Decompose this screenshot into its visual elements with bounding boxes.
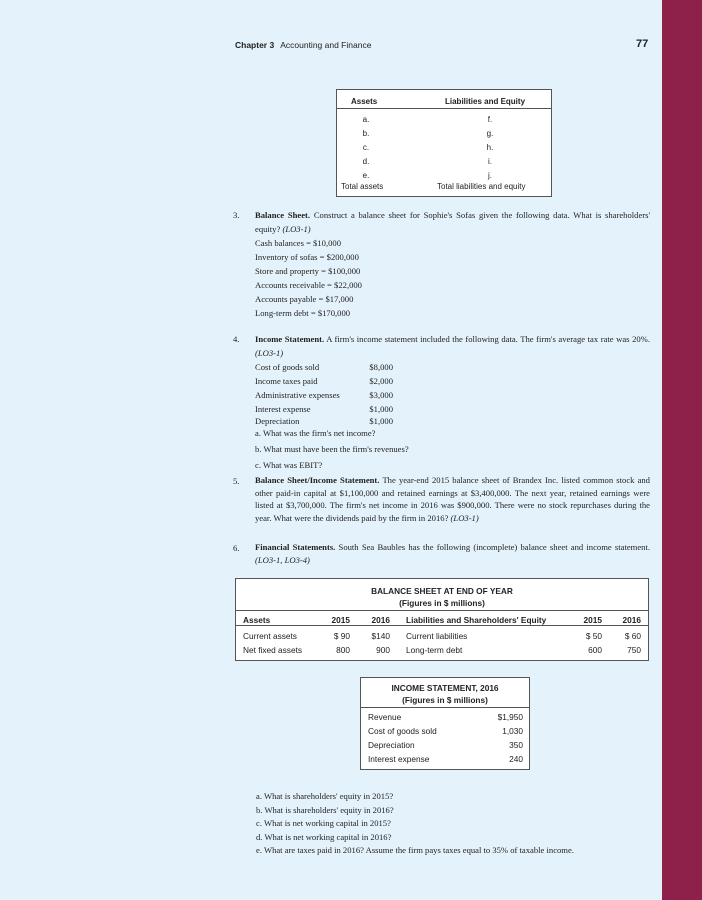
chapter-label: Chapter 3 (235, 40, 275, 50)
row-label: Interest expense (368, 754, 430, 764)
cell-value: $ 50 (585, 631, 602, 641)
data-line: Cash balances = $10,000 (255, 238, 341, 248)
balance-sheet-table (235, 578, 649, 661)
chapter-title: Accounting and Finance (280, 40, 372, 50)
data-value: $8,000 (369, 362, 393, 372)
learning-objective: (LO3-1) (450, 512, 479, 523)
liability-cell: i. (488, 157, 492, 166)
problem-text (255, 541, 650, 566)
question: e. What are taxes paid in 2016? Assume the firm pays taxes equal to 35% of taxable income. (256, 845, 574, 855)
header-rule (337, 108, 551, 109)
data-value: $1,000 (369, 416, 393, 426)
cell-value: 350 (509, 740, 523, 750)
total-assets-label: Total assets (341, 182, 384, 191)
row-label: Current liabilities (406, 631, 468, 641)
asset-cell: a. (362, 115, 370, 124)
data-line: Long-term debt = $170,000 (255, 308, 351, 318)
year-header: 2016 (371, 615, 390, 625)
problem-title: Balance Sheet. (255, 210, 311, 220)
assets-header: Assets (243, 615, 271, 625)
table-row (337, 143, 551, 155)
year-header: 2015 (583, 615, 602, 625)
assets-liabilities-table (336, 89, 552, 197)
row-label: Long-term debt (406, 645, 463, 655)
problem-text (255, 208, 650, 236)
table-row (337, 157, 551, 169)
data-line: Store and property = $100,000 (255, 266, 361, 276)
problem-text (255, 332, 650, 360)
liability-cell: h. (486, 143, 494, 152)
problem-text (255, 474, 650, 524)
title-rule (236, 610, 648, 611)
problem-5 (233, 474, 650, 524)
header-rule (236, 625, 648, 626)
total-liabilities-label: Total liabilities and equity (437, 182, 526, 191)
cell-value: 900 (376, 645, 390, 655)
asset-cell: e. (362, 171, 370, 180)
total-row (337, 182, 551, 194)
problem-body: Construct a balance sheet for Sophie's Sofas given the following data. What is shareholders' equity? (255, 210, 651, 234)
income-statement-table (360, 677, 530, 770)
cell-value: 600 (588, 645, 602, 655)
liability-cell: g. (486, 129, 494, 138)
problem-number: 3. (233, 210, 240, 220)
row-label: Net fixed assets (243, 645, 303, 655)
liabilities-header: Liabilities and Shareholders' Equity (406, 615, 547, 625)
running-header (235, 40, 371, 50)
table-row (337, 115, 551, 127)
cell-value: $ 60 (624, 631, 641, 641)
problem-title: Income Statement. (255, 334, 325, 344)
data-line (255, 360, 650, 374)
row-label: Revenue (368, 712, 402, 722)
data-label: Income taxes paid (255, 376, 318, 386)
question: a. What is shareholders' equity in 2015? (256, 791, 394, 801)
cell-value: 800 (336, 645, 350, 655)
liabilities-header: Liabilities and Equity (445, 97, 526, 106)
liability-cell: j. (488, 171, 492, 180)
question: c. What is net working capital in 2015? (256, 818, 391, 828)
data-value: $2,000 (369, 376, 393, 386)
problem-body: South Sea Baubles has the following (incomplete) balance sheet and income statement. (338, 542, 651, 552)
question: c. What was EBIT? (255, 460, 323, 470)
data-label: Depreciation (255, 416, 300, 426)
problem-3 (233, 208, 650, 320)
problem-body: The year-end 2015 balance sheet of Brandex Inc. listed common stock and other paid-in capital at $1,100,000 and retained earnings at $3,400,000. The next year, retained earnings were listed at $3,700,000. The firm's net income in 2016 was $900,000. There were no stock repurchases during the year. What were the dividends paid by the firm in 2016? (255, 475, 650, 523)
problem-body: A firm's income statement included the following data. The firm's average tax rate was 20%. (326, 334, 650, 344)
data-line (255, 374, 650, 388)
title-rule (361, 707, 529, 708)
page-number: 77 (636, 38, 649, 50)
data-value: $3,000 (369, 390, 393, 400)
cell-value: 750 (627, 645, 641, 655)
asset-cell: d. (362, 157, 370, 166)
data-line (255, 388, 650, 402)
table-subtitle: (Figures in $ millions) (402, 695, 488, 705)
cell-value: 240 (509, 754, 523, 764)
year-header: 2015 (331, 615, 350, 625)
problem-title: Financial Statements. (255, 542, 336, 552)
problem-number: 6. (233, 543, 240, 553)
learning-objective: (LO3-1, LO3-4) (255, 554, 310, 565)
data-line: Inventory of sofas = $200,000 (255, 252, 359, 262)
learning-objective: (LO3-1) (255, 348, 284, 358)
problem-title: Balance Sheet/Income Statement. (255, 475, 380, 485)
data-line: Accounts receivable = $22,000 (255, 280, 362, 290)
page-edge-band (662, 0, 702, 900)
data-label: Cost of goods sold (255, 362, 320, 372)
assets-header: Assets (351, 97, 378, 106)
data-label: Administrative expenses (255, 390, 340, 400)
cell-value: $1,950 (497, 712, 523, 722)
row-label: Depreciation (368, 740, 415, 750)
question: d. What is net working capital in 2016? (256, 831, 392, 842)
problem-number: 4. (233, 334, 240, 344)
asset-cell: c. (362, 143, 370, 152)
cell-value: $ 90 (333, 631, 350, 641)
table-title: BALANCE SHEET AT END OF YEAR (371, 586, 513, 596)
table-subtitle: (Figures in $ millions) (399, 598, 485, 608)
problem-6-questions (256, 790, 574, 858)
data-label: Interest expense (255, 404, 311, 414)
liability-cell: f. (487, 115, 493, 124)
data-value: $1,000 (369, 404, 393, 414)
data-line (255, 402, 650, 416)
question: b. What is shareholders' equity in 2016? (256, 804, 394, 815)
data-line: Accounts payable = $17,000 (255, 294, 354, 304)
table-row (337, 129, 551, 141)
asset-cell: b. (362, 129, 370, 138)
problem-6 (233, 541, 650, 566)
row-label: Cost of goods sold (368, 726, 437, 736)
year-header: 2016 (622, 615, 641, 625)
problem-4 (233, 332, 650, 472)
data-line (255, 416, 650, 427)
question: a. What was the firm's net income? (255, 428, 376, 438)
problem-number: 5. (233, 476, 240, 486)
learning-objective: (LO3-1) (282, 224, 311, 234)
cell-value: $140 (371, 631, 390, 641)
question: b. What must have been the firm's revenues? (255, 444, 409, 454)
row-label: Current assets (243, 631, 297, 641)
table-title: INCOME STATEMENT, 2016 (391, 683, 499, 693)
cell-value: 1,030 (502, 726, 523, 736)
